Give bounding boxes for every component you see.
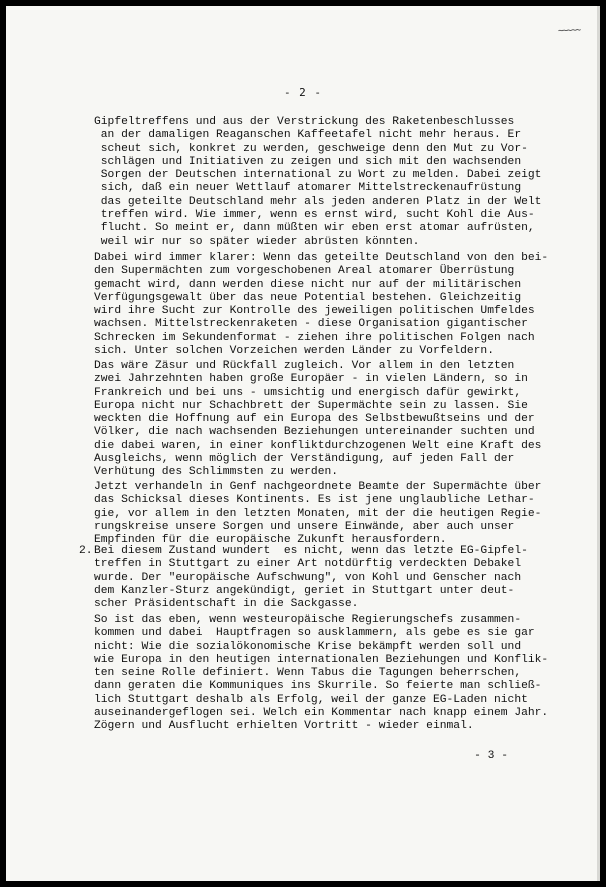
paragraph-1: Gipfeltreffens und aus der Verstrickung des Raketenbeschlusses an der damaligen Reaganschen Kaffeetafel nicht mehr heraus. Er scheut sich, konkret zu werden, geschweige denn den Mut zu Vor- schlägen und Initiativen zu zeigen und sich mit den wachsenden Sorgen der Deutschen international zu Wort zu melden. Dabei zeigt sich, daß ein neuer Wettlauf atomarer Mittelstreckenaufrüstung das geteilte Deutschland mehr als jeden anderen Platz in der Welt treffen wird. Wie immer, wenn es ernst wird, sucht Kohl die Aus- flucht. So meint er, dann müßten wir eben erst atomar aufrüsten, weil wir nur so später wieder abrüsten könnten. <box>94 116 542 248</box>
next-page-marker: - 3 - <box>474 750 508 762</box>
list-number: 2. <box>79 545 93 557</box>
page-number: - 2 - <box>283 86 323 99</box>
paragraph-6: So ist das eben, wenn westeuropäische Regierungschefs zusammen- kommen und dabei Hauptfragen so ausklammern, als gebe es sie gar nicht: Wie die sozialökonomische Krise bekämpft werden soll und wie Europa in den heutigen internationalen Beziehungen und Konflik- ten seine Rolle definiert. Wenn Tabus die Tagungen beherrschen, dann geraten die Kommuniques ins Skurrile. So feierte man schließ- lich Stuttgart deshalb als Erfolg, weil der ganze EG-Laden nicht auseinandergeflogen sei. Welch ein Kommentar nach knapp einem Jahr. Zögern und Ausflucht erhielten Vortritt - wieder einmal. <box>94 614 549 733</box>
document-page <box>6 6 600 881</box>
paragraph-2: Dabei wird immer klarer: Wenn das geteilte Deutschland von den bei- den Supermächten zum vorgeschobenen Areal atomarer Überrüstung gemacht wird, dann werden diese nicht nur auf der militärischen Verfügungsgewalt über das neue Potential bestehen. Gleichzeitig wird ihre Sucht zur Kontrolle des jeweiligen politischen Umfeldes wachsen. Mittelstreckenraketen - diese Organisation gigantischer Schrecken im Sekundenformat - ziehen ihre politischen Folgen nach sich. Unter solchen Vorzeichen werden Länder zu Vorfeldern. <box>94 252 549 358</box>
body-text <box>6 6 600 733</box>
paragraph-4: Jetzt verhandeln in Genf nachgeordnete Beamte der Supermächte über das Schicksal dieses Kontinents. Es ist jene unglaubliche Lethar- gie, vor allem in den letzten Monaten, mit der die heutigen Regie- rungskreise unsere Sorgen und unsere Einwände, aber auch unser Empfinden für die europäische Zukunft herausfordern. <box>94 481 542 547</box>
paragraph-3: Das wäre Zäsur und Rückfall zugleich. Vor allem in den letzten zwei Jahrzehnten haben große Europäer - in vielen Ländern, so in Frankreich und bei uns - umsichtig und energisch dafür gewirkt, Europa nicht nur Schachbrett der Supermächte sein zu lassen. Sie weckten die Hoffnung auf ein Europa des Selbstbewußtseins und der Völker, die nach wachsenden Beziehungen untereinander suchten und die dabei waren, in einer konfliktdurchzogenen Welt eine Kraft des Ausgleichs, wenn möglich der Verständigung, auf jeden Fall der Verhütung des Schlimmsten zu werden. <box>94 360 542 479</box>
handwritten-corner-mark: ~~~~~ <box>557 25 581 37</box>
paragraph-5: Bei diesem Zustand wundert es nicht, wenn das letzte EG-Gipfel- treffen in Stuttgart zu einer Art notdürftig verdeckten Debakel wurde. Der "europäische Aufschwung", von Kohl und Genscher nach dem Kanzler-Sturz angekündigt, geriet in Stuttgart unter deut- scher Präsidentschaft in die Sackgasse. <box>94 545 528 611</box>
